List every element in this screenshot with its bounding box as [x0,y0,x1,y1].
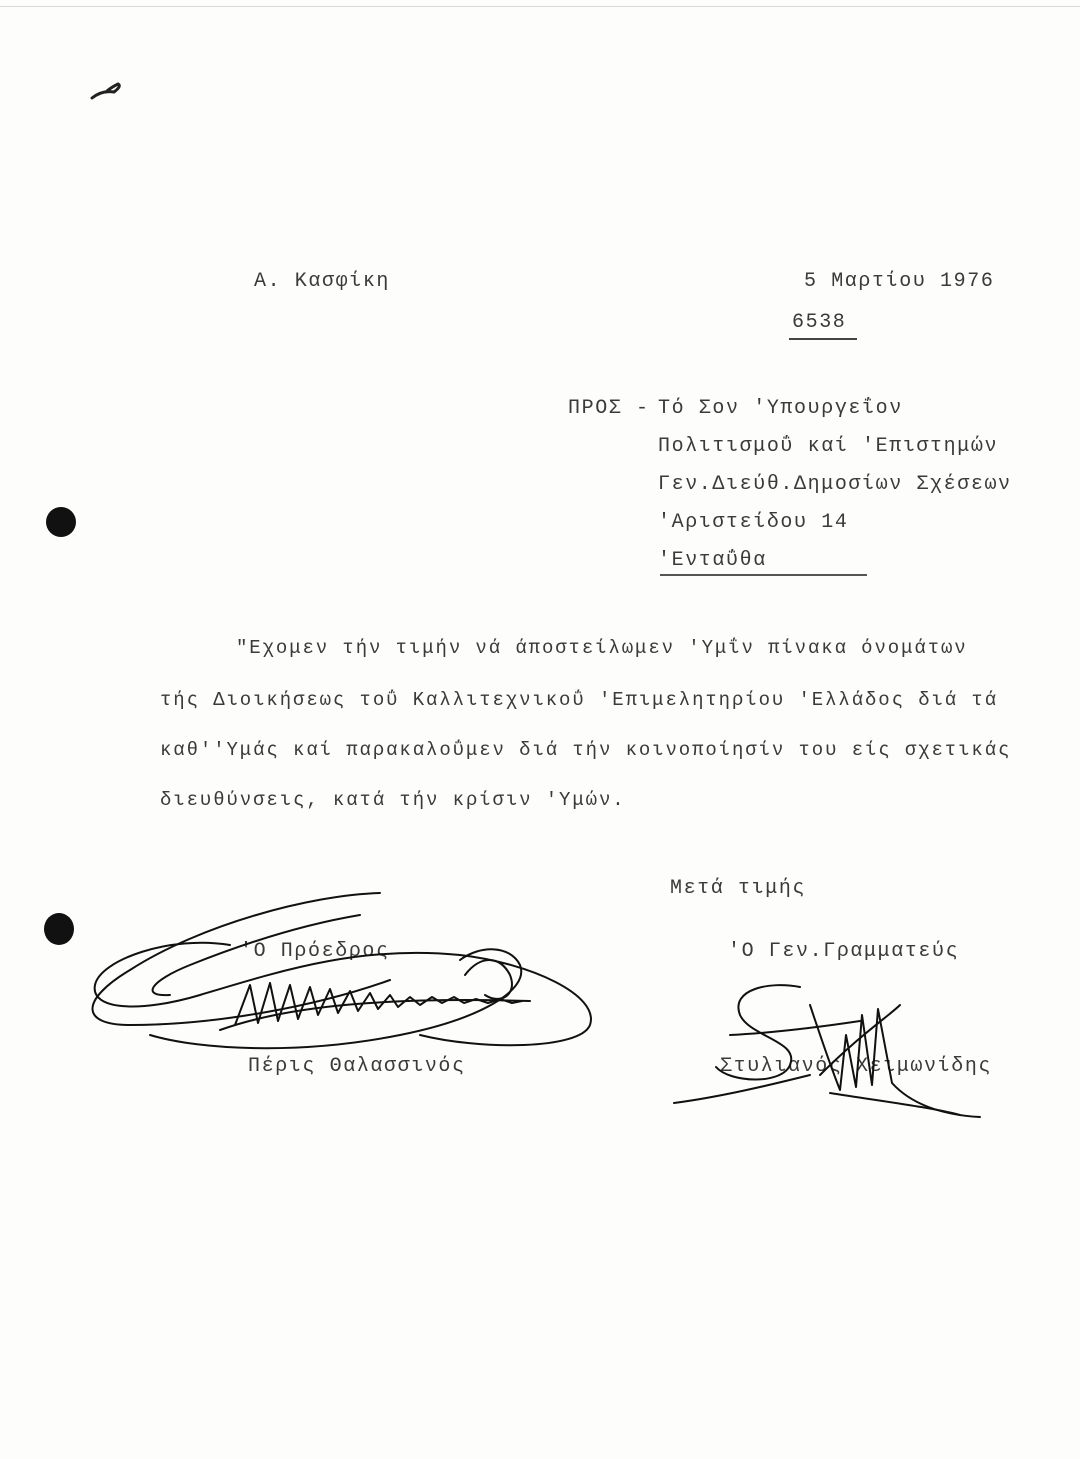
body-line: "Εχομεν τήν τιμήν νά άποστείλωμεν 'Υμΐν πίνακα όνομάτων [236,637,968,659]
address-line: Γεν.Διεύθ.Δημοσίων Σχέσεων [658,473,1012,496]
body-line: διευθύνσεις, κατά τήν κρίσιν 'Υμών. [160,789,626,811]
address-prefix: ΠΡΟΣ - [568,397,650,420]
letter-date: 5 Μαρτίου 1976 [804,270,995,293]
president-name: Πέρις Θαλασσινός [248,1055,466,1078]
address-line: 'Αριστείδου 14 [658,511,849,534]
closing-phrase: Μετά τιμής [670,877,807,900]
protocol-underline [789,338,857,340]
address-line: Πολιτισμοΰ καί 'Επιστημών [658,435,999,458]
body-line: καθ''Υμάς καί παρακαλοΰμεν διά τήν κοινοποίησίν του είς σχετικάς [160,739,1012,761]
address-underline [660,574,867,576]
body-line: τής Διοικήσεως τοΰ Καλλιτεχνικοΰ 'Επιμελητηρίου 'Ελλάδος διά τά [160,689,999,711]
protocol-number: 6538 [792,311,847,334]
address-line: 'Ενταΰθα [658,549,767,572]
punch-hole-icon [44,913,74,945]
president-title: 'Ο Πρόεδρος [240,940,390,963]
president-signature [60,885,620,1075]
punch-hole-icon [46,507,76,537]
sender-name: Α. Κασφίκη [254,270,391,293]
address-line: Τό Σον 'Υπουργεΐον [658,397,903,420]
secretary-name: Στυλιανός Χειμωνίδης [720,1055,993,1078]
secretary-signature [660,975,993,1125]
pen-mark [88,80,128,104]
scan-edge-line [0,6,1080,7]
secretary-title: 'Ο Γεν.Γραμματεύς [728,940,960,963]
